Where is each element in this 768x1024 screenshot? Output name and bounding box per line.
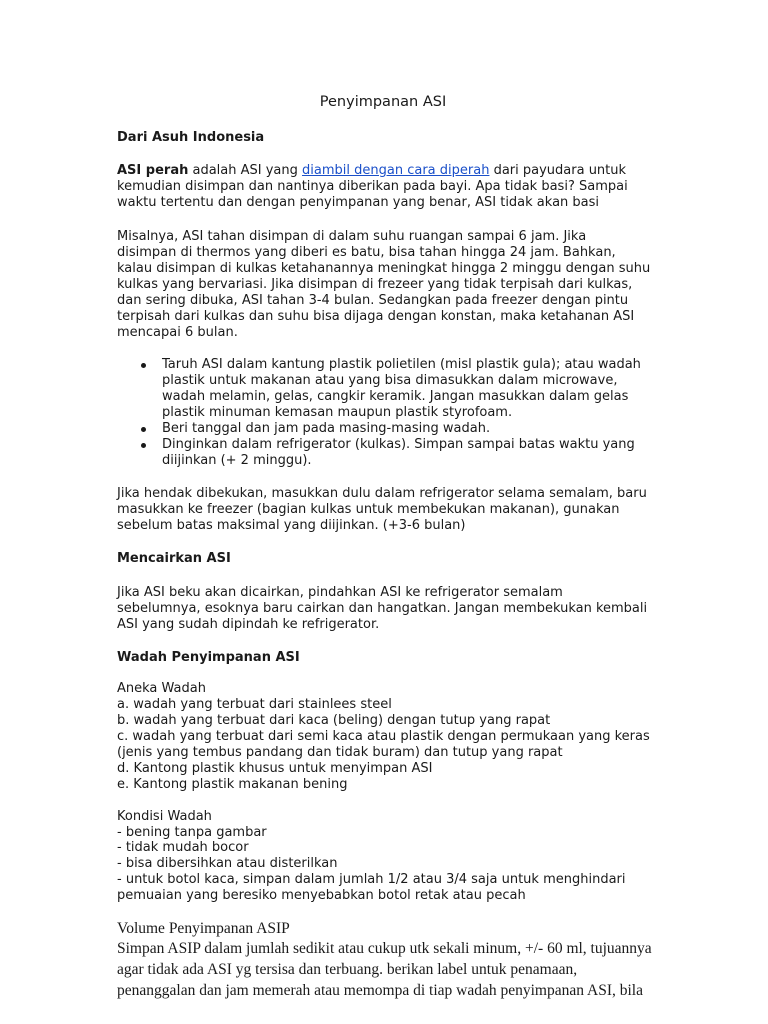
para2-line: Misalnya, ASI tahan disimpan di dalam suhu ruangan sampai 6 jam. Jika <box>117 229 587 244</box>
aneka-line: d. Kantong plastik khusus untuk menyimpan ASI <box>117 761 433 776</box>
intro-text-before-link: adalah ASI yang <box>188 163 303 178</box>
aneka-line: (jenis yang tembus pandang dan tidak buram) dan tutup yang rapat <box>117 745 563 760</box>
para4-line: Jika ASI beku akan dicairkan, pindahkan ASI ke refrigerator semalam <box>117 585 563 600</box>
document-title: Penyimpanan ASI <box>319 94 447 110</box>
kondisi-line: - bisa dibersihkan atau disterilkan <box>117 856 338 871</box>
heading-mencairkan: Mencairkan ASI <box>117 551 231 566</box>
volume-line: agar tidak ada ASI yg tersisa dan terbuang. berikan label untuk penamaan, <box>117 961 578 978</box>
volume-line: penanggalan dan jam memerah atau memompa di tiap wadah penyimpanan ASI, bila <box>117 982 643 999</box>
para3-line: sebelum batas maksimal yang diijinkan. (+3-6 bulan) <box>117 518 466 533</box>
para2-line: kalau disimpan di kulkas ketahanannya meningkat hingga 2 minggu dengan suhu <box>117 261 651 276</box>
bullet-line: Dinginkan dalam refrigerator (kulkas). Simpan sampai batas waktu yang <box>162 437 635 452</box>
aneka-line: b. wadah yang terbuat dari kaca (beling) dengan tutup yang rapat <box>117 713 551 728</box>
para2-line: terpisah dari kulkas dan suhu bisa dijaga dengan konstan, maka ketahanan ASI <box>117 309 635 324</box>
volume-heading: Volume Penyimpanan ASIP <box>117 920 290 937</box>
aneka-line: Aneka Wadah <box>117 681 206 696</box>
bullet-line: plastik untuk makanan atau yang bisa dimasukkan dalam microwave, <box>162 373 618 388</box>
intro-text-after-link: dari payudara untuk <box>489 163 627 178</box>
intro-link[interactable]: diambil dengan cara diperah <box>302 163 490 178</box>
intro-line-2: kemudian disimpan dan nantinya diberikan pada bayi. Apa tidak basi? Sampai <box>117 179 628 194</box>
bullet-line: Beri tanggal dan jam pada masing-masing wadah. <box>162 421 491 436</box>
aneka-line: a. wadah yang terbuat dari stainlees steel <box>117 697 392 712</box>
bullet-line: plastik minuman kemasan maupun plastik styrofoam. <box>162 405 513 420</box>
volume-line: Simpan ASIP dalam jumlah sedikit atau cukup utk sekali minum, +/- 60 ml, tujuannya <box>117 940 652 957</box>
source-line: Dari Asuh Indonesia <box>117 130 265 145</box>
para2-line: dan sering dibuka, ASI tahan 3-4 bulan. Sedangkan pada freezer dengan pintu <box>117 293 629 308</box>
para3-line: masukkan ke freezer (bagian kulkas untuk membekukan makanan), gunakan <box>117 502 620 517</box>
intro-line-1 <box>117 163 626 179</box>
heading-wadah: Wadah Penyimpanan ASI <box>117 650 300 665</box>
kondisi-line: - bening tanpa gambar <box>117 825 267 840</box>
para4-line: ASI yang sudah dipindah ke refrigerator. <box>117 617 380 632</box>
intro-term: ASI perah <box>117 163 189 178</box>
kondisi-line: - untuk botol kaca, simpan dalam jumlah 1/2 atau 3/4 saja untuk menghindari <box>117 872 626 887</box>
aneka-line: c. wadah yang terbuat dari semi kaca atau plastik dengan permukaan yang keras <box>117 729 650 744</box>
intro-line-3: waktu tertentu dan dengan penyimpanan yang benar, ASI tidak akan basi <box>117 195 600 210</box>
kondisi-line: pemuaian yang beresiko menyebabkan botol retak atau pecah <box>117 888 526 903</box>
para2-line: mencapai 6 bulan. <box>117 325 238 340</box>
para3-line: Jika hendak dibekukan, masukkan dulu dalam refrigerator selama semalam, baru <box>117 486 647 501</box>
para2-line: kulkas yang bervariasi. Jika disimpan di frezeer yang tidak terpisah dari kulkas, <box>117 277 633 292</box>
kondisi-line: - tidak mudah bocor <box>117 840 249 855</box>
para4-line: sebelumnya, esoknya baru cairkan dan hangatkan. Jangan membekukan kembali <box>117 601 648 616</box>
bullet-line: Taruh ASI dalam kantung plastik polietilen (misl plastik gula); atau wadah <box>162 357 641 372</box>
para2-line: disimpan di thermos yang diberi es batu, bisa tahan hingga 24 jam. Bahkan, <box>117 245 616 260</box>
bullet-icon <box>141 363 146 368</box>
bullet-icon <box>141 443 146 448</box>
aneka-line: e. Kantong plastik makanan bening <box>117 777 348 792</box>
bullet-line: diijinkan (+ 2 minggu). <box>162 453 312 468</box>
bullet-icon <box>141 427 146 432</box>
bullet-line: wadah melamin, gelas, cangkir keramik. Jangan masukkan dalam gelas <box>162 389 629 404</box>
kondisi-line: Kondisi Wadah <box>117 809 212 824</box>
